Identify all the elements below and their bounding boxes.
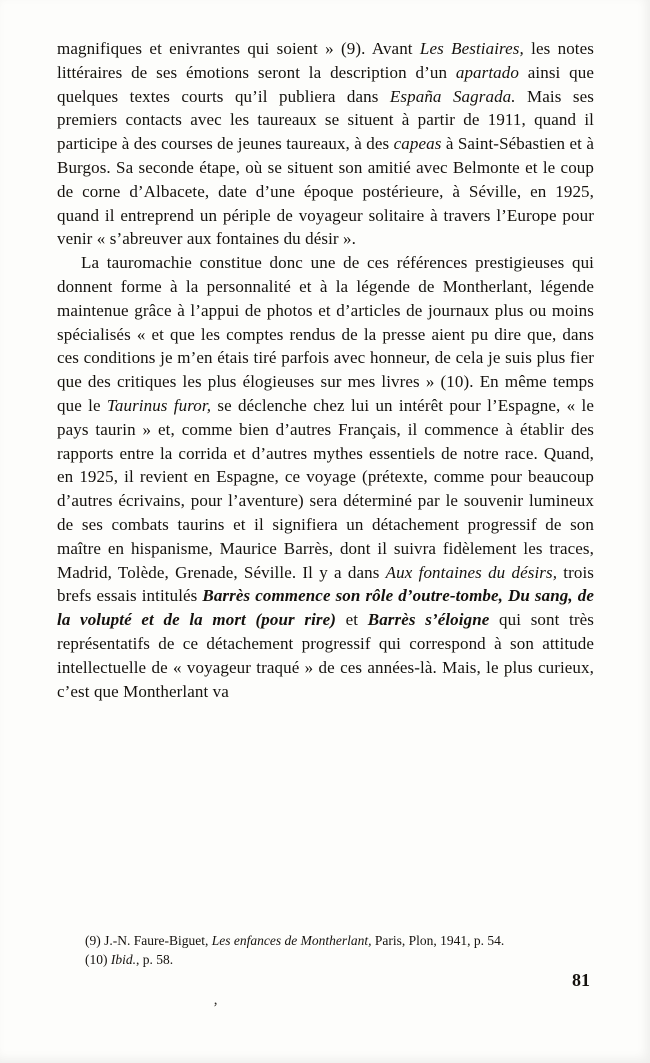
italic-text-segment: Ibid. — [110, 952, 136, 967]
text-segment: La tauromachie constitue donc une de ces références prestigieuses qui donnent forme à la personnalité et à la légende de Montherlant, légende maintenue grâce à l’appui de photos et d’articles de journaux plus ou moins spécialisés « et que les comptes rendus de la presse aient pu dire que, dans ces conditions je m’en étais tiré parfois avec honneur, de cela je suis plus fier que des critiques les plus élogieuses sur mes livres » (10). En même temps que le — [57, 253, 594, 415]
italic-text-segment: apartado — [455, 62, 519, 82]
scan-artifact-mark: ’ — [213, 1000, 218, 1016]
text-segment: magnifiques et enivrantes qui soient » (9). Avant — [57, 39, 420, 58]
footnotes — [57, 931, 594, 969]
paragraph-2 — [57, 251, 594, 703]
italic-text-segment: capeas — [393, 134, 442, 154]
italic-text-segment: España Sagrada. — [389, 86, 516, 106]
text-segment: (10) — [85, 952, 111, 967]
text-segment: les notes littéraires de ses émotions seront la description d’un — [57, 39, 594, 82]
text-segment: , p. 58. — [136, 952, 174, 967]
text-segment: Mais ses premiers contacts avec les taureaux se situent à partir de 1911, quand il participe à des courses de jeunes taureaux, à des — [57, 86, 594, 154]
italic-text-segment: Aux fontaines du désirs, — [385, 562, 558, 582]
footnote-10 — [57, 950, 594, 969]
footnote-9 — [57, 931, 594, 950]
text-segment: (9) J.-N. Faure-Biguet, — [85, 933, 212, 948]
italic-text-segment: Les enfances de Montherlant, — [211, 933, 372, 948]
text-segment: Paris, Plon, 1941, p. 54. — [371, 933, 505, 948]
text-segment: à Saint-Sébastien et à Burgos. Sa seconde étape, où se situent son amitié avec Belmonte et le coup de corne d’Albacete, date d’une époque postérieure, à Séville, en 1925, quand il entreprend un périple de voyageur solitaire à travers l’Europe pour venir « s’abreuver aux fontaines du désir ». — [57, 134, 594, 249]
text-segment: et — [336, 610, 368, 630]
italic-text-segment: Taurinus furor, — [106, 395, 212, 415]
page-number: 81 — [572, 970, 590, 990]
italic-text-segment: Barrès commence son rôle d’outre-tombe, Du sang, de la volupté et de la mort (pour rire) — [57, 586, 594, 630]
text-segment: qui sont très représentatifs de ce détachement progressif qui correspond à son attitude intellectuelle de « voyageur traqué » de ces années-là. Mais, le plus curieux, c’est que Montherlant va — [57, 610, 595, 701]
text-segment: trois brefs essais intitulés — [57, 562, 595, 606]
text-segment: se déclenche chez lui un intérêt pour l’Espagne, « le pays taurin » et, comme bien d’autres Français, il commence à établir des rapports entre la corrida et d’autres mythes essentiels de notre race. Quand, en 1925, il revient en Espagne, ce voyage (prétexte, comme pour beaucoup d’autres écrivains, pour l’aventure) sera déterminé par le souvenir lumineux de ses combats taurins et il signifiera un détachement progressif de son maître en hispanisme, Maurice Barrès, dont il suivra fidèlement les traces, Madrid, Tolède, Grenade, Séville. Il y a dans — [57, 395, 595, 582]
text-segment: ainsi que quelques textes courts qu’il publiera dans — [57, 62, 595, 106]
italic-text-segment: Barrès s’éloigne — [367, 610, 490, 630]
paragraph-1 — [57, 37, 594, 251]
body-text — [57, 37, 594, 703]
italic-text-segment: Les Bestiaires, — [419, 39, 524, 58]
